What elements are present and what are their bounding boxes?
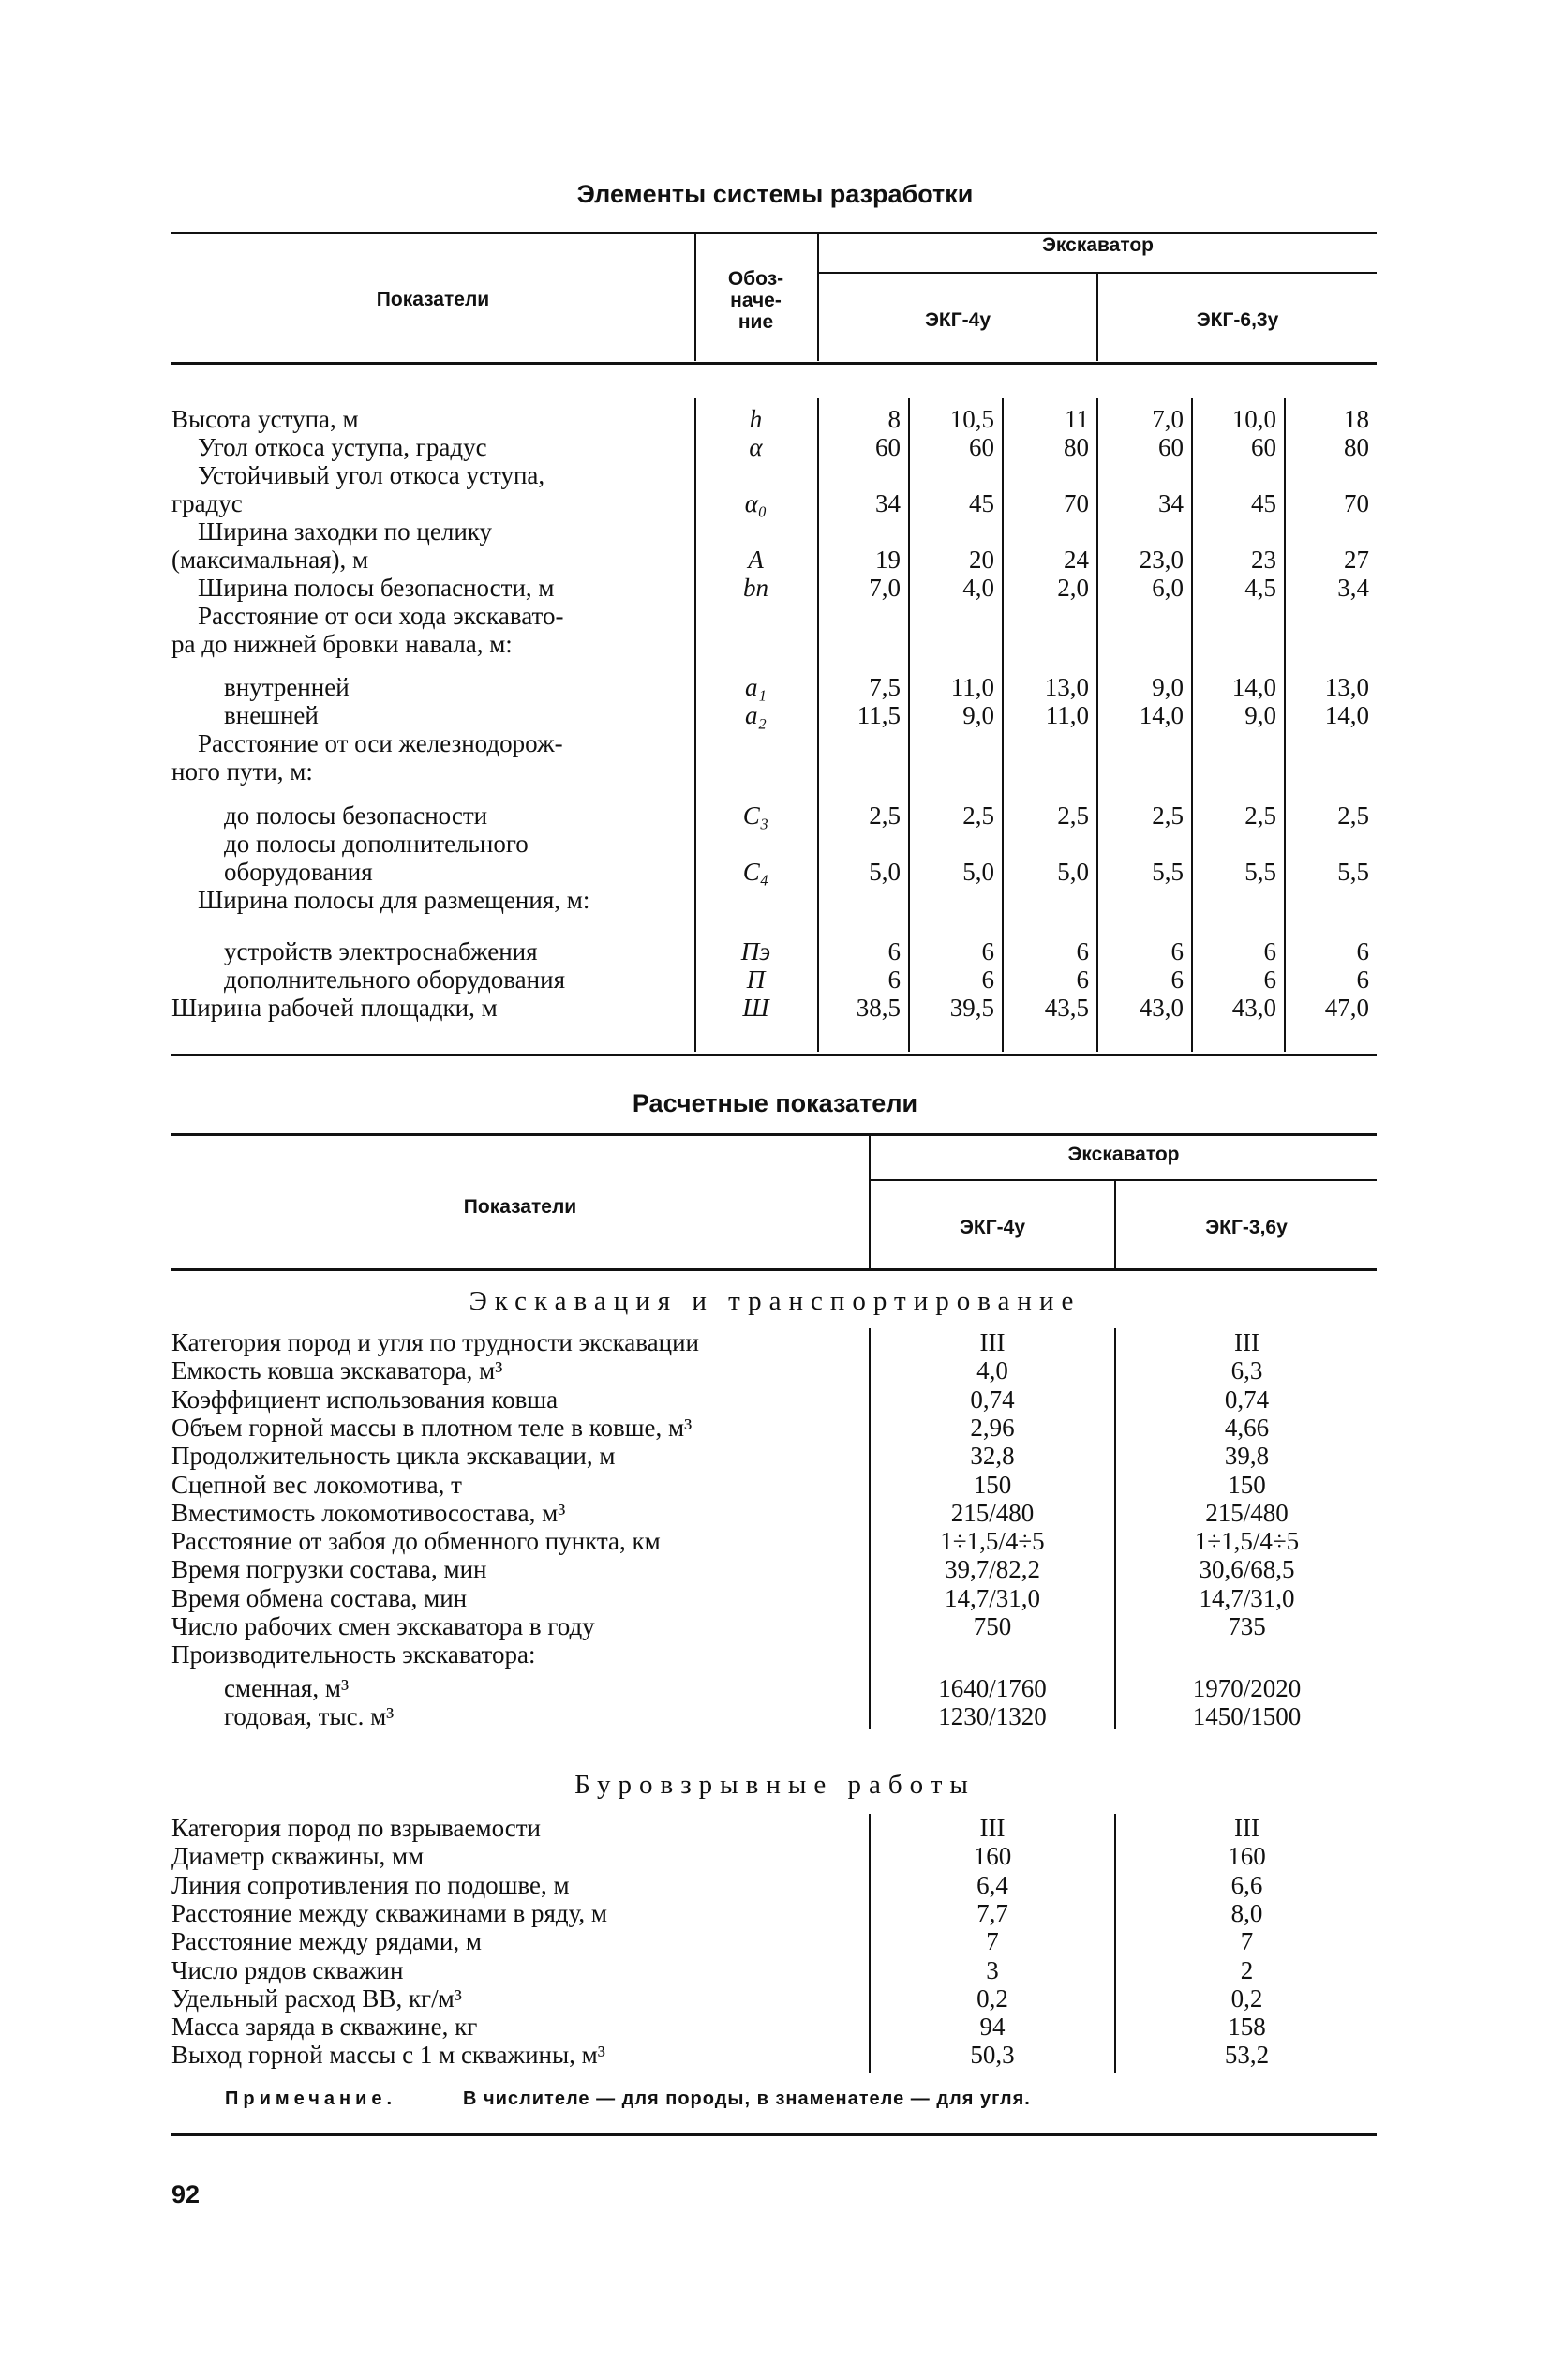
row-value: 6 (887, 937, 901, 965)
row-value: 43,0 (1231, 994, 1276, 1022)
row-value: 2 (1240, 1955, 1254, 1984)
row-value: 60 (1158, 433, 1184, 461)
row-value: 0,74 (970, 1385, 1015, 1414)
row-value: 4,0 (976, 1356, 1008, 1385)
row-label: (максимальная), м (171, 546, 369, 574)
note-label: Примечание. (225, 2088, 397, 2109)
row-value: 9,0 (1244, 701, 1276, 729)
row-value: 7 (1240, 1927, 1254, 1956)
row-value: 6 (1356, 937, 1369, 965)
row-value: 0,2 (976, 1983, 1008, 2013)
row-value: 2,96 (970, 1413, 1015, 1442)
row-value: 5,0 (962, 858, 994, 886)
row-value: 2,5 (962, 801, 994, 830)
row-value: 45 (1251, 489, 1276, 517)
column-divider (1114, 1328, 1116, 1729)
row-value: 2,5 (1057, 801, 1089, 830)
row-label: годовая, тыс. м³ (224, 1701, 395, 1730)
row-value: 14,7/31,0 (944, 1583, 1040, 1612)
row-value: 20 (969, 546, 994, 574)
header-model-ekg36u: ЭКГ-3,6у (1205, 1217, 1288, 1238)
row-value: 19 (875, 546, 901, 574)
row-value: 13,0 (1324, 673, 1369, 701)
row-label: до полосы безопасности (224, 801, 488, 830)
header-model-ekg63u: ЭКГ-6,3у (1196, 309, 1279, 331)
row-label: Вместимость локомотивосостава, м³ (171, 1498, 566, 1527)
row-label: Число рядов скважин (171, 1955, 404, 1984)
row-value: 215/480 (1205, 1498, 1289, 1527)
column-divider (869, 1328, 871, 1729)
row-symbol: A (748, 546, 764, 574)
row-symbol: Пэ (740, 937, 771, 965)
row-value: III (1234, 1814, 1259, 1842)
row-value: 13,0 (1044, 673, 1089, 701)
note-text: В числителе — для породы, в знаменателе — для угля. (463, 2088, 1031, 2109)
row-value: 7,7 (976, 1898, 1008, 1927)
row-value: 39,7/82,2 (944, 1555, 1040, 1584)
header-indicators-2: Показатели (463, 1196, 577, 1218)
header-model-ekg4u-2: ЭКГ-4у (959, 1217, 1025, 1238)
row-label: Расстояние между рядами, м (171, 1927, 482, 1956)
row-label: Линия сопротивления по подошве, м (171, 1870, 570, 1899)
page-number: 92 (171, 2180, 201, 2208)
row-value: 14,0 (1231, 673, 1276, 701)
table2-top-rule (171, 1133, 1377, 1136)
row-value: 1640/1760 (938, 1673, 1047, 1702)
row-value: 50,3 (970, 2041, 1015, 2070)
row-value: 34 (875, 489, 901, 517)
row-value: 3,4 (1337, 574, 1369, 602)
row-label: Выход горной массы с 1 м скважины, м³ (171, 2041, 605, 2070)
row-value: 5,5 (1337, 858, 1369, 886)
row-value: 14,7/31,0 (1199, 1583, 1295, 1612)
row-label: Расстояние от забоя до обменного пункта, км (171, 1527, 661, 1556)
row-value: 4,0 (962, 574, 994, 602)
row-label: ра до нижней бровки навала, м: (171, 630, 513, 658)
row-value: 8,0 (1230, 1898, 1263, 1927)
row-value: 30,6/68,5 (1199, 1555, 1295, 1584)
row-label: Масса заряда в скважине, кг (171, 2013, 478, 2042)
row-value: 7,5 (869, 673, 901, 701)
row-value: 6 (1076, 965, 1089, 994)
row-value: 6 (1076, 937, 1089, 965)
row-symbol: α₀ (744, 489, 768, 517)
row-symbol: Ш (742, 994, 769, 1022)
row-label: внешней (224, 701, 319, 729)
row-value: III (1234, 1328, 1259, 1356)
row-value: 0,2 (1230, 1983, 1263, 2013)
row-value: 94 (979, 2013, 1006, 2042)
row-value: 9,0 (962, 701, 994, 729)
table2-title: Расчетные показатели (632, 1089, 918, 1117)
row-symbol: bп (743, 574, 768, 602)
header-designation: ние (738, 311, 774, 333)
row-label: Емкость ковша экскаватора, м³ (171, 1356, 503, 1385)
row-value: 11,5 (857, 701, 901, 729)
row-label: Высота уступа, м (171, 405, 359, 433)
header-indicators: Показатели (376, 289, 490, 310)
row-value: 6 (1170, 937, 1184, 965)
row-value: 10,0 (1231, 405, 1276, 433)
row-value: 1970/2020 (1192, 1673, 1302, 1702)
row-value: 150 (973, 1470, 1012, 1499)
row-value: 158 (1228, 2013, 1266, 2042)
row-value: 2,0 (1057, 574, 1089, 602)
row-label: ного пути, м: (171, 757, 313, 786)
row-label: сменная, м³ (224, 1673, 350, 1702)
table2-header-rule (171, 1268, 1377, 1271)
column-divider (869, 1814, 871, 2073)
row-value: 150 (1228, 1470, 1266, 1499)
row-value: 6,6 (1230, 1870, 1263, 1899)
row-value: 2,5 (1337, 801, 1369, 830)
row-value: 60 (969, 433, 994, 461)
excavator-header-rule-2 (871, 1179, 1377, 1181)
row-value: 70 (1064, 489, 1089, 517)
row-label: Объем горной массы в плотном теле в ковше, м³ (171, 1413, 693, 1442)
row-value: 6 (1263, 965, 1276, 994)
header-designation: Обоз- (727, 268, 784, 290)
row-label: Число рабочих смен экскаватора в году (171, 1612, 595, 1640)
row-value: 24 (1064, 546, 1089, 574)
row-symbol: П (746, 965, 766, 994)
row-symbol: C₄ (742, 858, 769, 886)
row-label: Категория пород по взрываемости (171, 1814, 542, 1842)
row-value: 6 (1263, 937, 1276, 965)
row-symbol: α (749, 433, 763, 461)
row-value: 47,0 (1324, 994, 1369, 1022)
row-label: Время обмена состава, мин (171, 1583, 468, 1612)
row-label: Угол откоса уступа, градус (198, 433, 487, 461)
row-value: 39,8 (1224, 1442, 1270, 1471)
row-value: 6,0 (1152, 574, 1184, 602)
row-label: внутренней (224, 673, 350, 701)
row-label: Продолжительность цикла экскавации, м (171, 1442, 616, 1471)
row-value: 6 (1170, 965, 1184, 994)
header-model-ekg4u: ЭКГ-4у (924, 309, 991, 331)
row-value: 160 (973, 1842, 1012, 1871)
row-label: Время погрузки состава, мин (171, 1555, 487, 1584)
row-value: 11,0 (1045, 701, 1089, 729)
row-value: 6 (981, 937, 994, 965)
row-label: Категория пород и угля по трудности экскавации (171, 1328, 699, 1356)
row-symbol: C₃ (742, 801, 769, 830)
row-value: 215/480 (950, 1498, 1035, 1527)
row-label: Диаметр скважины, мм (171, 1842, 425, 1871)
row-label: Ширина заходки по целику (198, 517, 493, 546)
row-value: 45 (969, 489, 994, 517)
row-label: устройств электроснабжения (224, 937, 538, 965)
row-value: 32,8 (970, 1442, 1015, 1471)
row-value: 5,5 (1152, 858, 1184, 886)
section-title: Буровзрывные работы (574, 1770, 976, 1800)
row-value: 11,0 (950, 673, 994, 701)
row-symbol: h (749, 405, 763, 433)
row-value: 6 (887, 965, 901, 994)
row-value: 34 (1158, 489, 1184, 517)
row-value: 43,0 (1139, 994, 1184, 1022)
table1-header-rule (171, 362, 1377, 365)
row-value: 39,5 (949, 994, 994, 1022)
row-label: дополнительного оборудования (224, 965, 565, 994)
row-value: III (979, 1328, 1006, 1356)
row-value: 1450/1500 (1192, 1701, 1302, 1730)
row-value: 70 (1344, 489, 1369, 517)
row-value: 80 (1344, 433, 1369, 461)
header-excavator: Экскаватор (1041, 234, 1155, 256)
row-label: до полосы дополнительного (224, 830, 529, 858)
row-value: 3 (986, 1955, 999, 1984)
row-value: 6,3 (1230, 1356, 1263, 1385)
row-value: 53,2 (1224, 2041, 1270, 2070)
row-value: 5,5 (1244, 858, 1276, 886)
row-symbol: a₁ (745, 673, 767, 701)
row-label: Ширина рабочей площадки, м (171, 994, 498, 1022)
row-value: 1÷1,5/4÷5 (940, 1527, 1045, 1556)
row-label: Расстояние от оси железнодорож- (198, 729, 563, 757)
row-value: 14,0 (1324, 701, 1369, 729)
row-value: 7,0 (869, 574, 901, 602)
row-value: 60 (875, 433, 901, 461)
row-value: 38,5 (856, 994, 901, 1022)
row-value: 6 (1356, 965, 1369, 994)
table1-title: Элементы системы разработки (576, 180, 974, 208)
row-label: Ширина полосы безопасности, м (198, 574, 555, 602)
row-value: 10,5 (949, 405, 994, 433)
row-label: Удельный расход ВВ, кг/м³ (171, 1983, 462, 2013)
header-excavator-2: Экскаватор (1067, 1144, 1180, 1165)
row-label: Коэффициент использования ковша (171, 1385, 559, 1414)
header-designation: наче- (730, 290, 782, 311)
row-label: Сцепной вес локомотива, т (171, 1470, 462, 1499)
row-value: 11 (1065, 405, 1089, 433)
row-value: 1230/1320 (938, 1701, 1047, 1730)
row-value: 735 (1228, 1612, 1266, 1640)
row-value: 60 (1251, 433, 1276, 461)
row-value: 27 (1344, 546, 1369, 574)
row-value: 9,0 (1152, 673, 1184, 701)
row-label: Расстояние от оси хода экскавато- (198, 602, 564, 630)
row-value: 1÷1,5/4÷5 (1194, 1527, 1300, 1556)
row-value: 0,74 (1224, 1385, 1270, 1414)
row-value: III (979, 1814, 1006, 1842)
row-value: 2,5 (1152, 801, 1184, 830)
row-label: Ширина полосы для размещения, м: (198, 886, 590, 914)
row-value: 5,0 (1057, 858, 1089, 886)
row-label: Устойчивый угол откоса уступа, (198, 461, 545, 489)
row-value: 6,4 (976, 1870, 1008, 1899)
row-value: 4,5 (1244, 574, 1276, 602)
row-value: 160 (1228, 1842, 1266, 1871)
row-label: Производительность экскаватора: (171, 1640, 536, 1669)
row-value: 23,0 (1139, 546, 1184, 574)
row-value: 80 (1064, 433, 1089, 461)
row-symbol: a₂ (745, 701, 767, 729)
row-label: Расстояние между скважинами в ряду, м (171, 1898, 607, 1927)
page-bottom-rule (171, 2133, 1377, 2136)
row-value: 2,5 (1244, 801, 1276, 830)
row-value: 18 (1344, 405, 1369, 433)
table1-bottom-rule (171, 1054, 1377, 1056)
row-value: 2,5 (869, 801, 901, 830)
row-value: 23 (1251, 546, 1276, 574)
row-value: 750 (973, 1612, 1012, 1640)
row-label: градус (171, 489, 243, 517)
row-value: 4,66 (1224, 1413, 1270, 1442)
row-value: 7 (986, 1927, 999, 1956)
row-value: 6 (981, 965, 994, 994)
row-value: 8 (887, 405, 901, 433)
row-value: 7,0 (1152, 405, 1184, 433)
row-value: 5,0 (869, 858, 901, 886)
section-title: Экскавация и транспортирование (469, 1286, 1081, 1316)
row-label: оборудования (224, 858, 373, 886)
row-value: 43,5 (1044, 994, 1089, 1022)
row-value: 14,0 (1139, 701, 1184, 729)
column-divider (1114, 1814, 1116, 2073)
